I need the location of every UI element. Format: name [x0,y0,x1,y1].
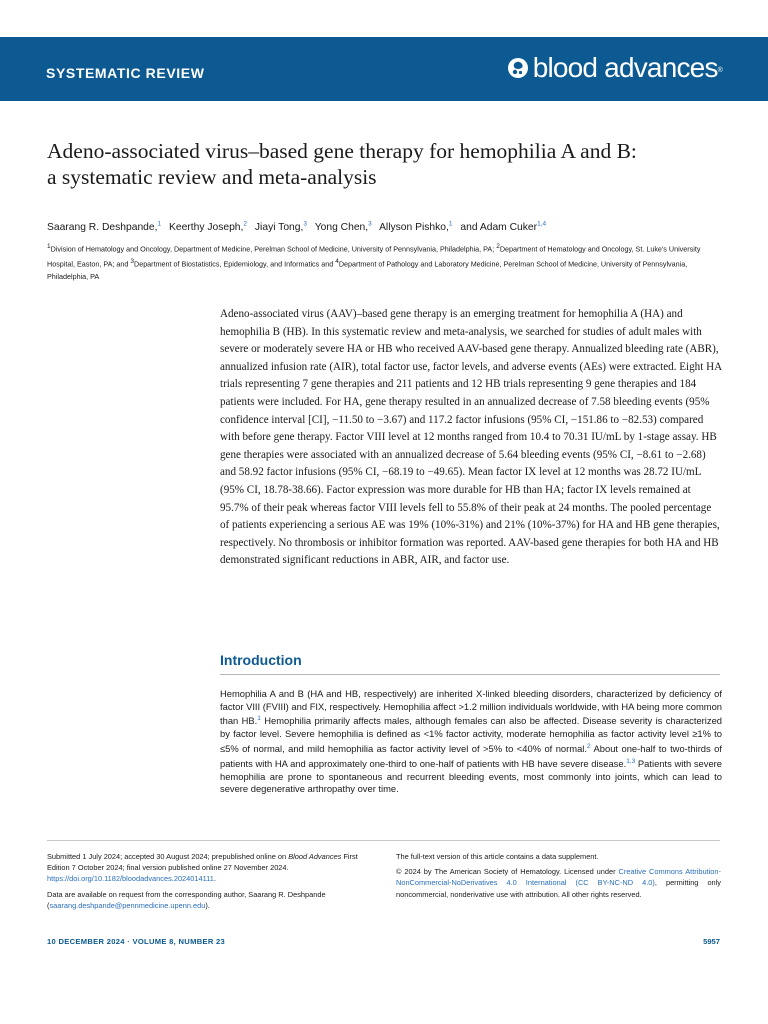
journal-banner [0,37,768,101]
journal-brand [507,53,722,83]
section-heading-introduction: Introduction [220,652,302,668]
citation-ref[interactable]: 1 [257,715,261,723]
author[interactable]: Keerthy Joseph,$^2$ [168,221,248,234]
issue-info: 10 DECEMBER 2024 · VOLUME 8, NUMBER 23 [47,937,226,946]
data-availability-note: Data are available on request from the corresponding author, Saarang R. Deshpande (saarang.deshpande@pennmedicine.upenn.edu). [47,889,326,910]
citation-ref[interactable]: 1,3 [626,757,636,765]
introduction-paragraph: Hemophilia A and B (HA and HB, respectively) are inherited X-linked bleeding disorders, characterized by deficiency of factor VIII (FVIII) and FIX, respectively. Hemophilia affect >1.2 million individuals worldwide, with HA being more common than HB.$^1$ Hemophilia primarily affects males, although females can also be affected. Disease severity is characterized by factor level. Severe hemophilia is defined as <1% factor activity, moderate hemophilia as factor activity level ≥1% to ≤5% of normal, and mild hemophilia as factor activity level of >5% to <40% of normal.$^2$ About one-half to two-thirds of patients with HA and approximately one-third to one-half of patients with HB have severe disease.$^{1,3}$ Patients with severe hemophilia are prone to spontaneous and recurrent bleeding events, most commonly into joints, which can lead to severe degenerative arthropathy over time. [220,688,723,795]
author[interactable]: and Adam Cuker$^{1,4}$ [460,221,547,234]
author[interactable]: Yong Chen,$^3$ [314,221,372,234]
license-link[interactable]: Creative Commons Attribution-NonCommercial-NoDerivatives 4.0 International (CC BY-NC-ND 4.0) [396,867,721,888]
author-list [47,221,737,233]
author[interactable]: Saarang R. Deshpande,$^1$ [47,221,162,234]
copyright-note: © 2024 by The American Society of Hematology. Licensed under Creative Commons Attribution-NonCommercial-NoDerivatives 4.0 International (CC BY-NC-ND 4.0), permitting only noncommercial, nonderivative use with attribution. All other rights reserved. [396,867,721,899]
submission-note: Submitted 1 July 2024; accepted 30 August 2024; prepublished online on Blood Advances First Edition 7 October 2024; final version published online 27 November 2024. https://doi.org/10.1182/bloodadvances.2024014111. [47,852,358,884]
doi-link[interactable]: https://doi.org/10.1182/bloodadvances.2024014111 [47,874,214,884]
section-divider [220,674,720,675]
article-title: Adeno-associated virus–based gene therapy for hemophilia A and B: a systematic review and meta-analysis [47,139,637,189]
abstract: Adeno-associated virus (AAV)–based gene therapy is an emerging treatment for hemophilia A (HA) and hemophilia B (HB). In this systematic review and meta-analysis, we searched for studies of adult males with severe or moderately severe HA or HB who received AAV-based gene therapy. Annualized bleeding rate (ABR), annualized infusion rate (AIR), total factor use, factor levels, and adverse events (AEs) were extracted. Eight HA trials representing 7 gene therapies and 211 patients and 12 HB trials representing 9 gene therapies and 184 patients were included. For HA, gene therapy resulted in an annualized decrease of 7.58 bleeding events (95% confidence interval [CI], −11.50 to −3.67) and 117.2 factor infusions (95% CI, −151.86 to −82.53) compared with before gene therapy. Factor VIII level at 12 months ranged from 10.4 to 70.31 IU/mL by 1-stage assay. HB gene therapies were associated with an annualized decrease of 5.64 bleeding events (95% CI, −8.61 to −2.68) and 58.92 factor infusions (95% CI, −68.19 to −49.65). Mean factor IX level at 12 months was 28.72 IU/mL (95% CI, 18.78-38.66). Factor expression was more durable for HB than HA; factor IX levels remained at 95.7% of their peak whereas factor VIII levels fell to 55.8% of their peak at 24 months. The pooled percentage of patients experiencing a serious AE was 19% (10%-31%) and 21% (10%-37%) for HA and HB gene therapies, respectively. No thrombosis or inhibitor formation was reported. AAV-based gene therapies for both HA and HB demonstrated significant reductions in ABR, AIR, and factor use. [220,308,722,567]
footnote-divider [47,840,720,841]
blood-drop-logo-icon [507,57,529,79]
footnotes-right [396,851,721,904]
author[interactable]: Jiayi Tong,$^3$ [254,221,307,234]
supplement-note: The full-text version of this article contains a data supplement. [396,852,599,861]
author[interactable]: Allyson Pishko,$^1$ [379,221,453,234]
footnotes-left [47,851,377,915]
article-type-label: SYSTEMATIC REVIEW [46,65,205,81]
affiliations: $^1$Division of Hematology and Oncology, Department of Medicine, Perelman School of Medicine, University of Pennsylvania, Philadelphia, PA; $^2$Department of Hematology and Oncology, St. Luke's University Hospital, Easton, PA; and $^3$Department of Biostatistics, Epidemiology, and Informatics and $^4$Department of Pathology and Laboratory Medicine, Perelman School of Medicine, University of Pennsylvania, Philadelphia, PA [47,243,701,281]
journal-name[interactable]: blood advances® [532,52,722,83]
page-number: 5957 [703,937,720,946]
email-link[interactable]: saarang.deshpande@pennmedicine.upenn.edu [49,900,206,910]
citation-ref[interactable]: 2 [586,742,591,750]
